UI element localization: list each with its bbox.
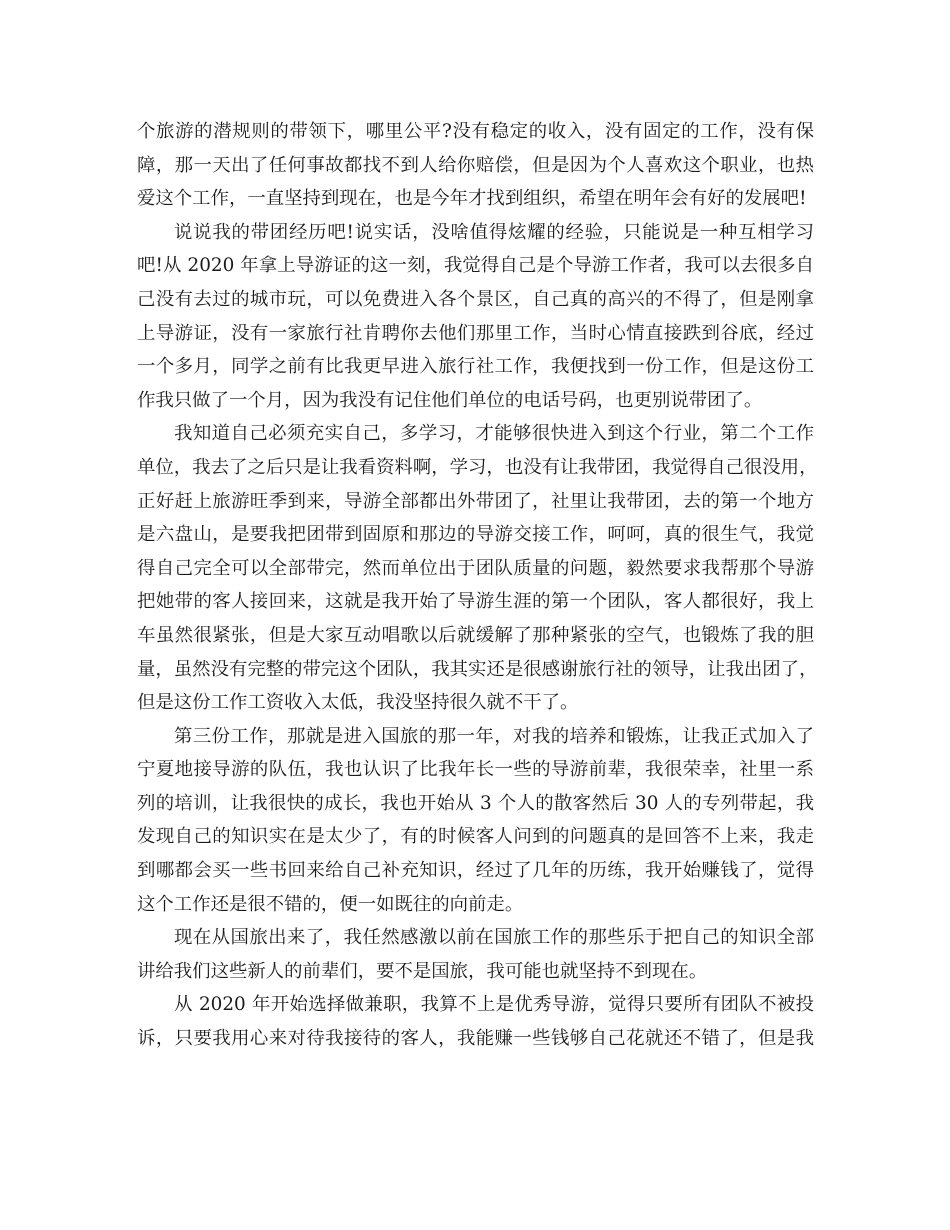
text-line: 发现自己的知识实在是太少了，有的时候客人问到的问题真的是回答不上来，我走 <box>137 826 814 848</box>
paragraph <box>137 988 814 1055</box>
text-line: 单位，我去了之后只是让我看资料啊，学习，也没有让我带团，我觉得自己很没用， <box>137 456 818 478</box>
text-line: 第三份工作，那就是进入国旅的那一年，对我的培养和锻炼，让我正式加入了 <box>174 725 814 747</box>
paragraph <box>137 417 818 719</box>
text-line: 正好赶上旅游旺季到来，导游全部都出外带团了，社里让我带团，去的第一个地方 <box>137 490 814 512</box>
text-line: 得自己完全可以全部带完，然而单位出于团队质量的问题，毅然要求我帮那个导游 <box>137 557 814 579</box>
text-line: 上导游证，没有一家旅行社肯聘你去他们那里工作，当时心情直接跌到谷底，经过 <box>137 322 814 344</box>
text-line: 现在从国旅出来了，我任然感激以前在国旅工作的那些乐于把自己的知识全部 <box>174 927 814 949</box>
text-line: 但是这份工作工资收入太低，我没坚持很久就不干了。 <box>137 692 579 714</box>
text-line: 己没有去过的城市玩，可以免费进入各个景区，自己真的高兴的不得了，但是刚拿 <box>137 288 814 310</box>
paragraph <box>137 921 814 988</box>
text-line: 我知道自己必须充实自己，多学习，才能够很快进入到这个行业，第二个工作 <box>174 423 814 445</box>
text-line: 列的培训，让我很快的成长，我也开始从 3 个人的散客然后 30 人的专列带起，我 <box>137 792 814 814</box>
text-line: 车虽然很紧张，但是大家互动唱歌以后就缓解了那种紧张的空气，也锻炼了我的胆 <box>137 624 814 646</box>
text-line: 是六盘山，是要我把团带到固原和那边的导游交接工作，呵呵，真的很生气，我觉 <box>137 524 814 546</box>
document-body <box>137 115 818 1056</box>
paragraph <box>137 115 814 216</box>
text-line: 这个工作还是很不错的，便一如既往的向前走。 <box>137 893 524 915</box>
text-line: 讲给我们这些新人的前辈们，要不是国旅，我可能也就坚持不到现在。 <box>137 960 708 982</box>
text-line: 诉，只要我用心来对待我接待的客人，我能赚一些钱够自己花就还不错了，但是我 <box>137 1028 814 1050</box>
text-line: 作我只做了一个月，因为我没有记住他们单位的电话号码，也更别说带团了。 <box>137 389 763 411</box>
paragraph <box>137 720 814 922</box>
text-line: 吧!从 2020 年拿上导游证的这一刻，我觉得自己是个导游工作者，我可以去很多自 <box>137 255 814 277</box>
text-line: 量，虽然没有完整的带完这个团队，我其实还是很感谢旅行社的领导，让我出团了， <box>137 658 818 680</box>
text-line: 把她带的客人接回来，这就是我开始了导游生涯的第一个团队，客人都很好，我上 <box>137 591 814 613</box>
text-line: 到哪都会买一些书回来给自己补充知识，经过了几年的历练，我开始赚钱了，觉得 <box>137 860 814 882</box>
text-line: 爱这个工作，一直坚持到现在，也是今年才找到组织，希望在明年会有好的发展吧! <box>137 188 807 210</box>
text-line: 一个多月，同学之前有比我更早进入旅行社工作，我便找到一份工作，但是这份工 <box>137 356 814 378</box>
text-line: 说说我的带团经历吧!说实话，没啥值得炫耀的经验，只能说是一种互相学习 <box>174 221 814 243</box>
text-line: 障，那一天出了任何事故都找不到人给你赔偿，但是因为个人喜欢这个职业，也热 <box>137 154 814 176</box>
paragraph <box>137 216 814 418</box>
text-line: 个旅游的潜规则的带领下，哪里公平?没有稳定的收入，没有固定的工作，没有保 <box>137 121 814 142</box>
text-line: 从 2020 年开始选择做兼职，我算不上是优秀导游，觉得只要所有团队不被投 <box>174 994 814 1016</box>
text-line: 宁夏地接导游的队伍，我也认识了比我年长一些的导游前辈，我很荣幸，社里一系 <box>137 759 814 781</box>
